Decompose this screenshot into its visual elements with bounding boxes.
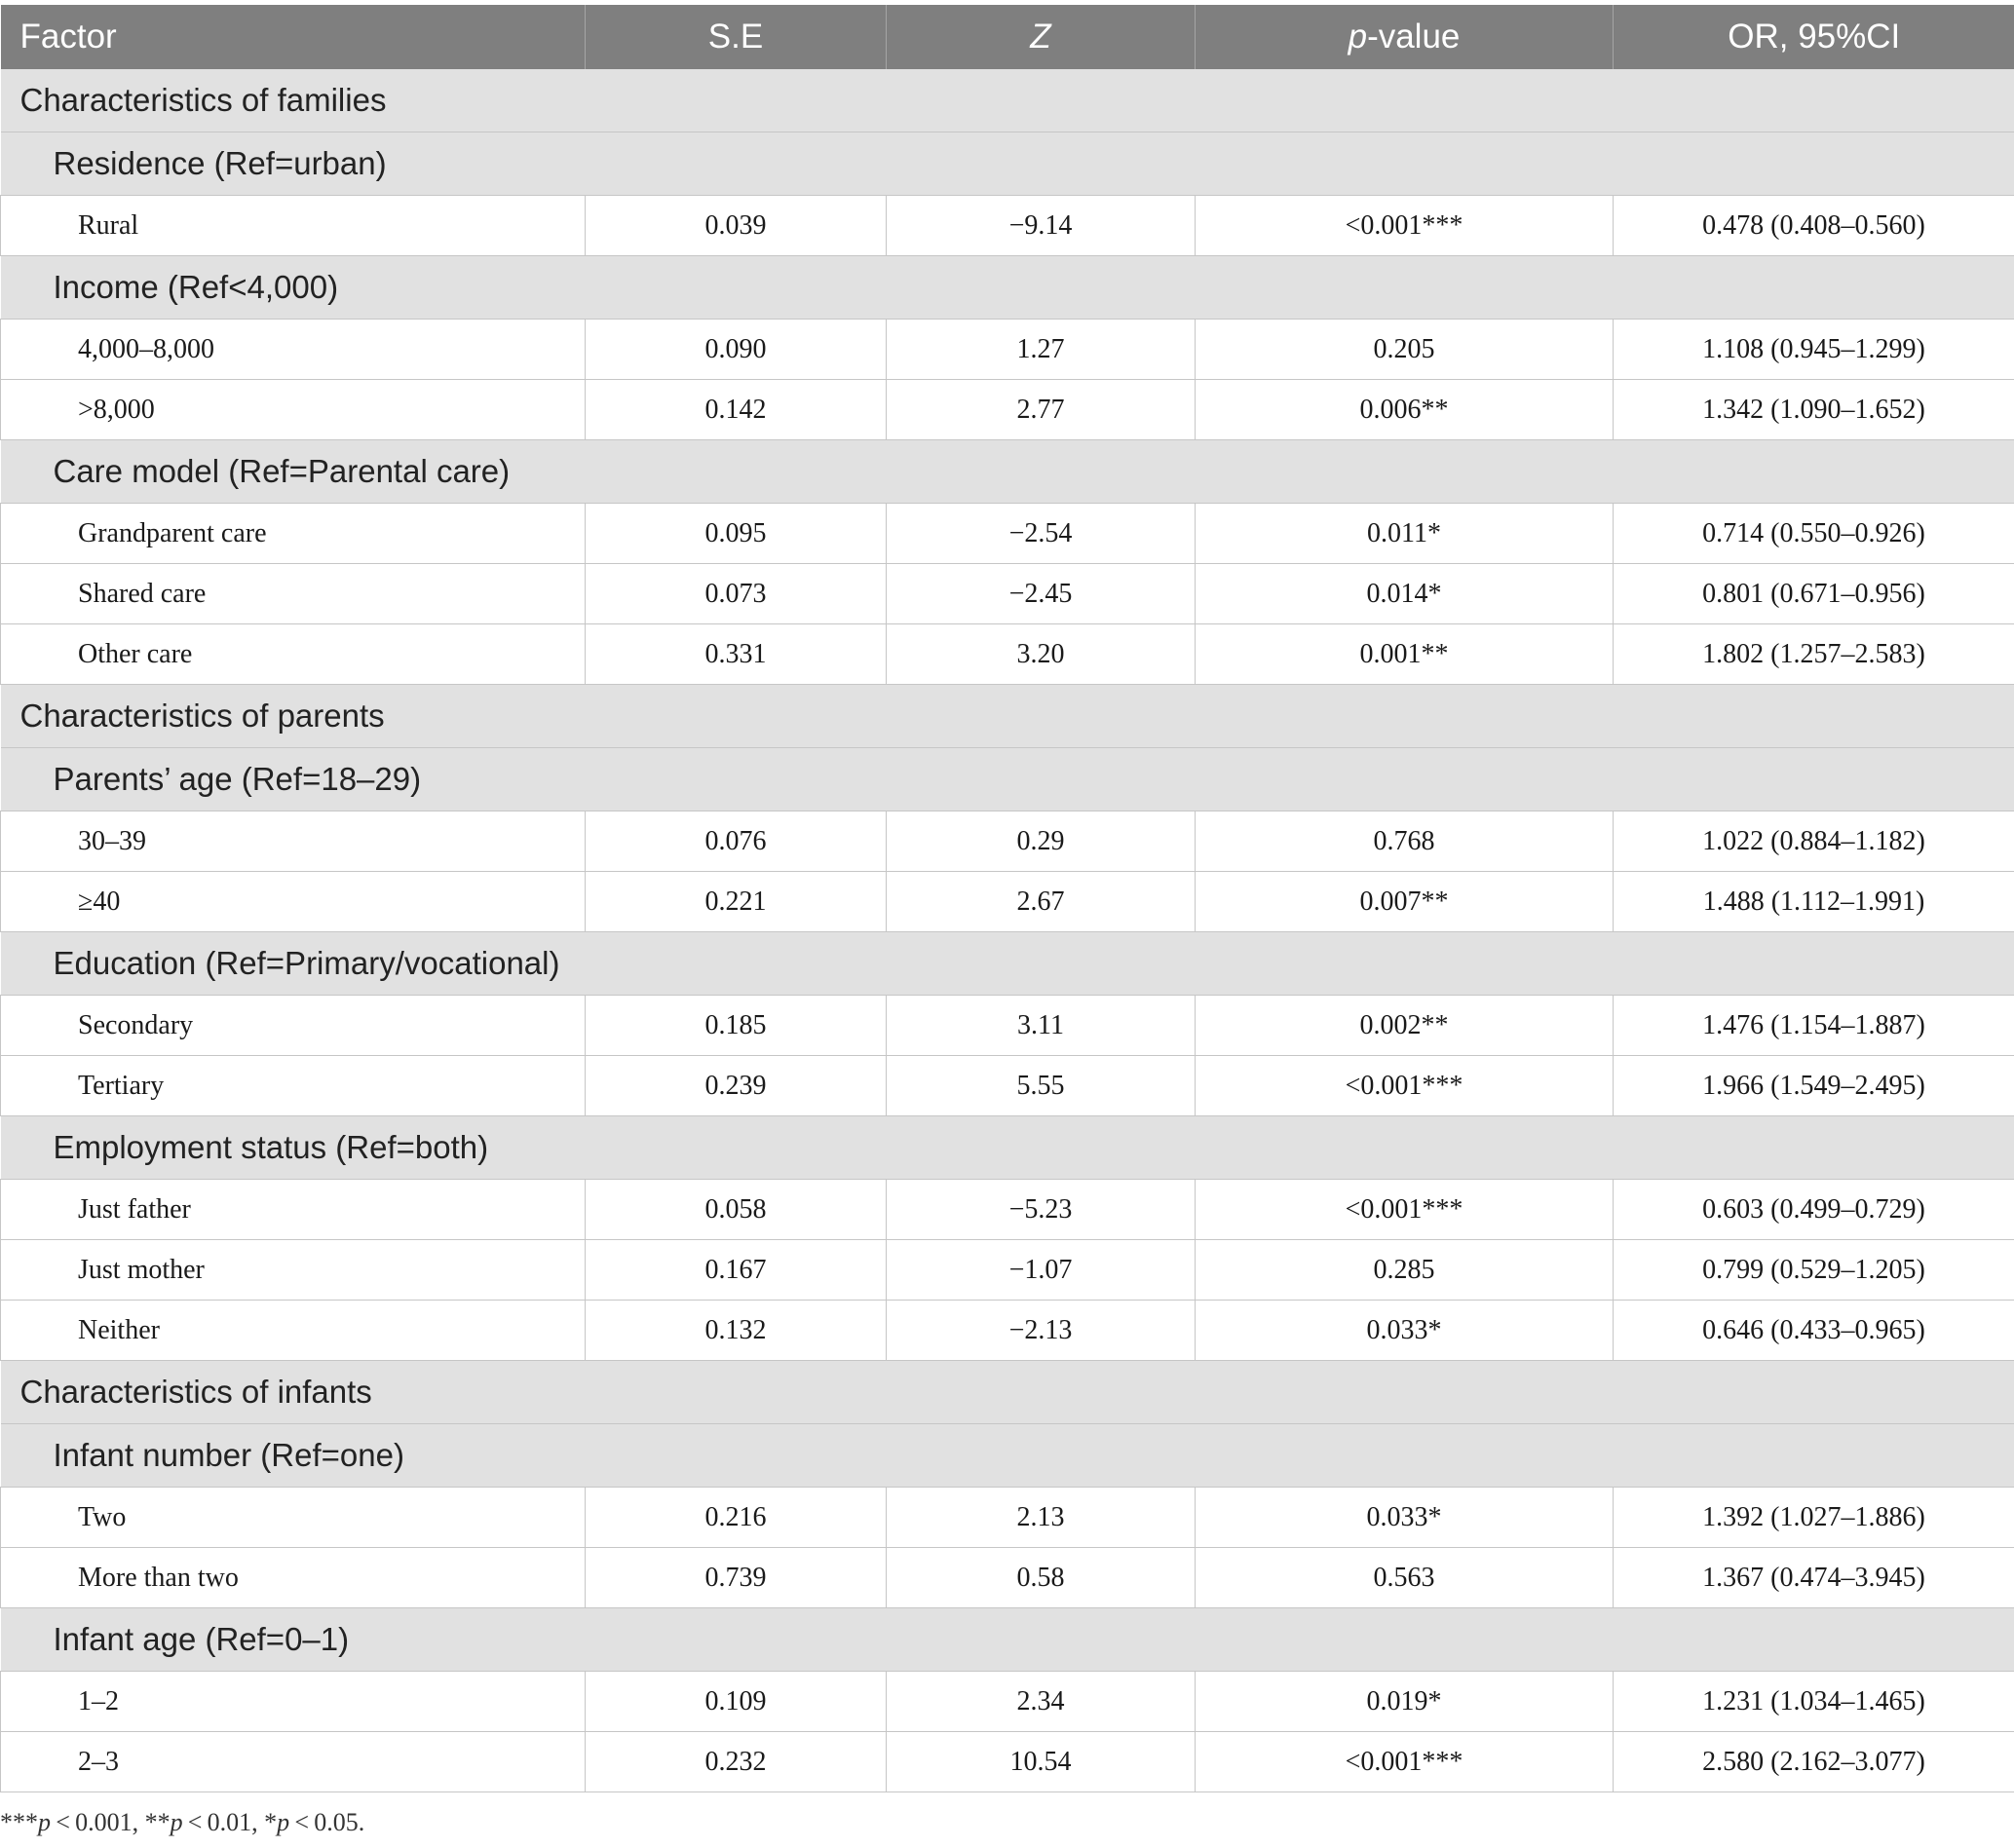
cell-factor: Other care bbox=[1, 624, 586, 685]
footnote-text: < 0.001, ** bbox=[51, 1808, 171, 1836]
cell-factor: Grandparent care bbox=[1, 504, 586, 564]
group-row bbox=[1, 748, 2014, 811]
cell-factor: Tertiary bbox=[1, 1056, 586, 1116]
header-p-rest: -value bbox=[1367, 18, 1461, 56]
cell-se: 0.167 bbox=[586, 1240, 887, 1301]
table-row bbox=[1, 1672, 2014, 1732]
cell-factor: ≥40 bbox=[1, 872, 586, 932]
cell-se: 0.216 bbox=[586, 1488, 887, 1548]
cell-p-value: 0.014* bbox=[1196, 564, 1614, 624]
cell-z: −2.45 bbox=[887, 564, 1196, 624]
cell-p-value: <0.001*** bbox=[1196, 196, 1614, 256]
cell-se: 0.132 bbox=[586, 1301, 887, 1361]
cell-z: 3.20 bbox=[887, 624, 1196, 685]
cell-factor: Shared care bbox=[1, 564, 586, 624]
cell-or-ci: 0.603 (0.499–0.729) bbox=[1614, 1180, 2014, 1240]
footnote-p-symbol: p bbox=[38, 1808, 51, 1836]
cell-factor: Two bbox=[1, 1488, 586, 1548]
cell-se: 0.076 bbox=[586, 811, 887, 872]
header-or-ci: OR, 95%CI bbox=[1614, 5, 2014, 69]
header-z: Z bbox=[887, 5, 1196, 69]
group-title: Income (Ref<4,000) bbox=[1, 256, 2014, 320]
section-row bbox=[1, 1361, 2014, 1424]
table-row bbox=[1, 1301, 2014, 1361]
table-row bbox=[1, 564, 2014, 624]
footnote-text: < 0.05. bbox=[289, 1808, 365, 1836]
cell-factor: Just mother bbox=[1, 1240, 586, 1301]
cell-or-ci: 0.799 (0.529–1.205) bbox=[1614, 1240, 2014, 1301]
group-title: Infant number (Ref=one) bbox=[1, 1424, 2014, 1488]
cell-p-value: <0.001*** bbox=[1196, 1180, 1614, 1240]
regression-table bbox=[0, 5, 2014, 1792]
table-row bbox=[1, 1240, 2014, 1301]
cell-or-ci: 1.367 (0.474–3.945) bbox=[1614, 1548, 2014, 1608]
cell-z: 10.54 bbox=[887, 1732, 1196, 1792]
cell-factor: Just father bbox=[1, 1180, 586, 1240]
header-se: S.E bbox=[586, 5, 887, 69]
cell-or-ci: 0.478 (0.408–0.560) bbox=[1614, 196, 2014, 256]
cell-p-value: 0.768 bbox=[1196, 811, 1614, 872]
cell-or-ci: 1.108 (0.945–1.299) bbox=[1614, 320, 2014, 380]
section-title: Characteristics of infants bbox=[1, 1361, 2014, 1424]
cell-p-value: 0.007** bbox=[1196, 872, 1614, 932]
cell-se: 0.239 bbox=[586, 1056, 887, 1116]
section-title: Characteristics of parents bbox=[1, 685, 2014, 748]
cell-se: 0.185 bbox=[586, 996, 887, 1056]
cell-z: −5.23 bbox=[887, 1180, 1196, 1240]
table-row bbox=[1, 1488, 2014, 1548]
cell-or-ci: 0.714 (0.550–0.926) bbox=[1614, 504, 2014, 564]
table-row bbox=[1, 196, 2014, 256]
table-row bbox=[1, 1548, 2014, 1608]
group-title: Infant age (Ref=0–1) bbox=[1, 1608, 2014, 1672]
cell-or-ci: 1.342 (1.090–1.652) bbox=[1614, 380, 2014, 440]
cell-factor: More than two bbox=[1, 1548, 586, 1608]
cell-se: 0.739 bbox=[586, 1548, 887, 1608]
cell-z: 2.13 bbox=[887, 1488, 1196, 1548]
group-row bbox=[1, 132, 2014, 196]
cell-p-value: <0.001*** bbox=[1196, 1732, 1614, 1792]
table-row bbox=[1, 1732, 2014, 1792]
cell-or-ci: 0.801 (0.671–0.956) bbox=[1614, 564, 2014, 624]
group-row bbox=[1, 932, 2014, 996]
footnote bbox=[0, 1808, 364, 1837]
table-row bbox=[1, 380, 2014, 440]
footnote-text: < 0.01, * bbox=[182, 1808, 278, 1836]
cell-se: 0.073 bbox=[586, 564, 887, 624]
cell-p-value: 0.011* bbox=[1196, 504, 1614, 564]
cell-p-value: 0.002** bbox=[1196, 996, 1614, 1056]
section-row bbox=[1, 685, 2014, 748]
cell-p-value: <0.001*** bbox=[1196, 1056, 1614, 1116]
group-title: Education (Ref=Primary/vocational) bbox=[1, 932, 2014, 996]
cell-z: 5.55 bbox=[887, 1056, 1196, 1116]
table-row bbox=[1, 1180, 2014, 1240]
cell-p-value: 0.019* bbox=[1196, 1672, 1614, 1732]
cell-p-value: 0.563 bbox=[1196, 1548, 1614, 1608]
group-title: Parents’ age (Ref=18–29) bbox=[1, 748, 2014, 811]
group-row bbox=[1, 1424, 2014, 1488]
cell-z: −1.07 bbox=[887, 1240, 1196, 1301]
group-title: Residence (Ref=urban) bbox=[1, 132, 2014, 196]
group-row bbox=[1, 1608, 2014, 1672]
table-body bbox=[1, 69, 2014, 1792]
header-p-value bbox=[1196, 5, 1614, 69]
cell-se: 0.109 bbox=[586, 1672, 887, 1732]
cell-z: 2.77 bbox=[887, 380, 1196, 440]
header-row bbox=[1, 5, 2014, 69]
cell-se: 0.331 bbox=[586, 624, 887, 685]
cell-or-ci: 1.488 (1.112–1.991) bbox=[1614, 872, 2014, 932]
section-row bbox=[1, 69, 2014, 132]
group-row bbox=[1, 440, 2014, 504]
cell-or-ci: 1.392 (1.027–1.886) bbox=[1614, 1488, 2014, 1548]
cell-or-ci: 1.022 (0.884–1.182) bbox=[1614, 811, 2014, 872]
table-row bbox=[1, 504, 2014, 564]
cell-factor: 2–3 bbox=[1, 1732, 586, 1792]
cell-p-value: 0.006** bbox=[1196, 380, 1614, 440]
cell-z: −2.54 bbox=[887, 504, 1196, 564]
footnote-p-symbol: p bbox=[277, 1808, 290, 1836]
cell-se: 0.221 bbox=[586, 872, 887, 932]
group-title: Employment status (Ref=both) bbox=[1, 1116, 2014, 1180]
footnote-p-symbol: p bbox=[170, 1808, 183, 1836]
cell-z: 0.29 bbox=[887, 811, 1196, 872]
cell-factor: 1–2 bbox=[1, 1672, 586, 1732]
cell-or-ci: 2.580 (2.162–3.077) bbox=[1614, 1732, 2014, 1792]
header-factor: Factor bbox=[1, 5, 586, 69]
cell-or-ci: 1.476 (1.154–1.887) bbox=[1614, 996, 2014, 1056]
cell-z: 1.27 bbox=[887, 320, 1196, 380]
cell-z: −9.14 bbox=[887, 196, 1196, 256]
cell-se: 0.090 bbox=[586, 320, 887, 380]
cell-factor: 4,000–8,000 bbox=[1, 320, 586, 380]
cell-p-value: 0.205 bbox=[1196, 320, 1614, 380]
group-title: Care model (Ref=Parental care) bbox=[1, 440, 2014, 504]
group-row bbox=[1, 256, 2014, 320]
group-row bbox=[1, 1116, 2014, 1180]
table-row bbox=[1, 996, 2014, 1056]
cell-se: 0.058 bbox=[586, 1180, 887, 1240]
cell-p-value: 0.285 bbox=[1196, 1240, 1614, 1301]
footnote-text: *** bbox=[0, 1808, 38, 1836]
cell-p-value: 0.033* bbox=[1196, 1488, 1614, 1548]
table-row bbox=[1, 811, 2014, 872]
cell-z: 2.34 bbox=[887, 1672, 1196, 1732]
cell-z: 2.67 bbox=[887, 872, 1196, 932]
cell-p-value: 0.033* bbox=[1196, 1301, 1614, 1361]
cell-se: 0.095 bbox=[586, 504, 887, 564]
section-title: Characteristics of families bbox=[1, 69, 2014, 132]
cell-z: −2.13 bbox=[887, 1301, 1196, 1361]
cell-factor: 30–39 bbox=[1, 811, 586, 872]
cell-or-ci: 1.231 (1.034–1.465) bbox=[1614, 1672, 2014, 1732]
cell-factor: >8,000 bbox=[1, 380, 586, 440]
cell-factor: Secondary bbox=[1, 996, 586, 1056]
cell-z: 0.58 bbox=[887, 1548, 1196, 1608]
cell-se: 0.232 bbox=[586, 1732, 887, 1792]
cell-or-ci: 1.802 (1.257–2.583) bbox=[1614, 624, 2014, 685]
cell-or-ci: 1.966 (1.549–2.495) bbox=[1614, 1056, 2014, 1116]
cell-factor: Neither bbox=[1, 1301, 586, 1361]
cell-se: 0.142 bbox=[586, 380, 887, 440]
cell-p-value: 0.001** bbox=[1196, 624, 1614, 685]
table-row bbox=[1, 320, 2014, 380]
cell-se: 0.039 bbox=[586, 196, 887, 256]
table-row bbox=[1, 624, 2014, 685]
header-p-italic: p bbox=[1348, 18, 1368, 56]
table-row bbox=[1, 872, 2014, 932]
table-row bbox=[1, 1056, 2014, 1116]
cell-factor: Rural bbox=[1, 196, 586, 256]
cell-z: 3.11 bbox=[887, 996, 1196, 1056]
cell-or-ci: 0.646 (0.433–0.965) bbox=[1614, 1301, 2014, 1361]
